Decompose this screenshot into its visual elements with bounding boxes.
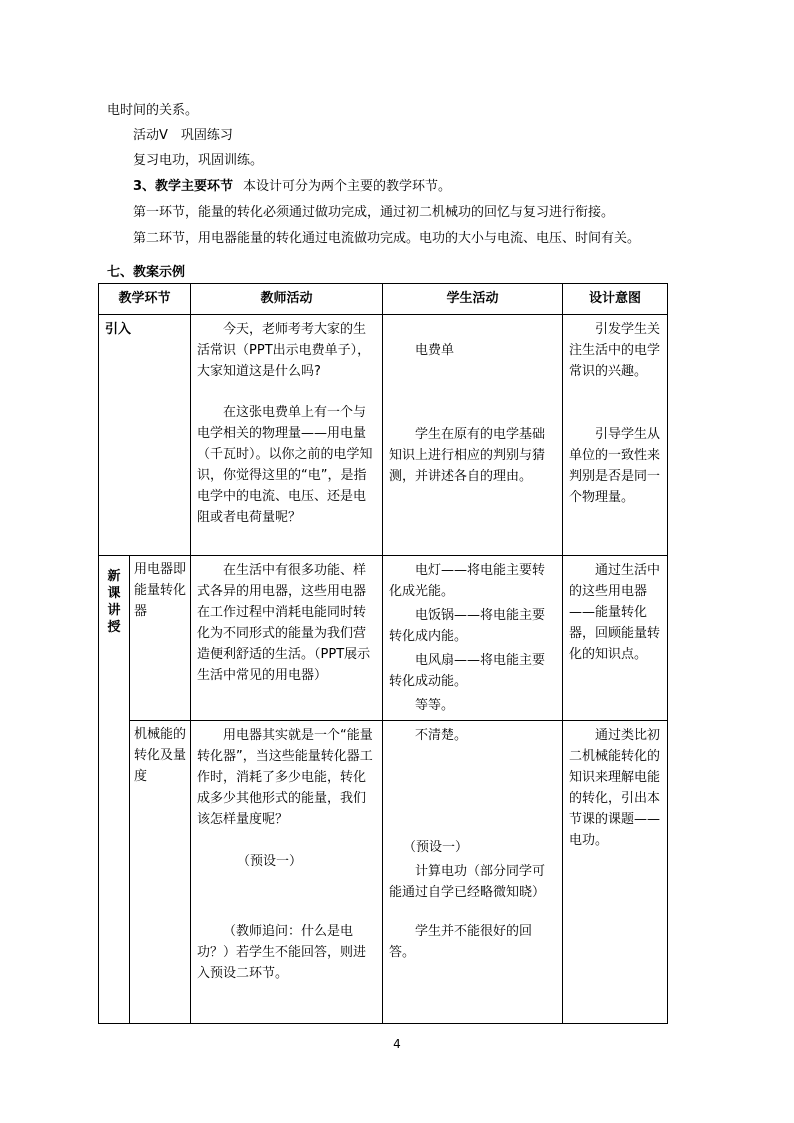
table-header-row: [99, 284, 668, 315]
intent-text: 引导学生从单位的一致性来判别是否是同一个物理量。: [569, 427, 661, 505]
intent-text: 引发学生关注生活中的电学常识的兴趣。: [569, 322, 661, 379]
teacher-text: 在生活中有很多功能、样式各异的用电器，这些用电器在工作过程中消耗电能同时转化为不同形式的能量为我们营造便利舒适的生活。（PPT展示生活中常见的用电器）: [197, 563, 371, 683]
header-intent: 设计意图: [563, 284, 668, 315]
teacher-text: （教师追问：什么是电功？）若学生不能回答，则进入预设二环节。: [197, 924, 367, 981]
substage-converter: 用电器即能量转化器: [130, 556, 191, 721]
student-text: 学生在原有的电学基础知识上进行相应的判别与猜测，并讲述各自的理由。: [389, 427, 546, 484]
student-text: 电风扇——将电能主要转化成动能。: [389, 653, 546, 689]
intro-line-3: 复习电功，巩固训练。: [133, 153, 264, 168]
page-number: 4: [393, 1037, 401, 1051]
teacher-cell-converter: [191, 556, 383, 721]
section3-line: [133, 177, 451, 197]
teacher-text: 今天，老师考考大家的生活常识（PPT出示电费单子），大家知道这是什么吗?: [197, 322, 371, 379]
section3-heading: 3、教学主要环节: [133, 179, 234, 194]
student-text: 电饭锅——将电能主要转化成内能。: [389, 608, 546, 644]
intent-cell-converter: [563, 556, 668, 721]
intent-text: 通过生活中的这些用电器——能量转化器，回顾能量转化的知识点。: [569, 563, 661, 662]
intent-cell-intro: [563, 315, 668, 556]
student-text: 等等。: [415, 698, 455, 713]
intent-text: 通过类比初二机械能转化的知识来理解电能的转化，引出本节课的课题——电功。: [569, 728, 661, 848]
intro-line-2: 活动Ⅴ 巩固练习: [133, 128, 233, 143]
intent-cell-measure: [563, 721, 668, 1024]
substage-measure: 机械能的转化及量度: [130, 721, 191, 1024]
student-text: 不清楚。: [415, 728, 468, 743]
table-row-measure: [99, 721, 668, 1024]
table-row-intro: [99, 315, 668, 556]
header-stage: 教学环节: [99, 284, 191, 315]
header-teacher: 教师活动: [191, 284, 383, 315]
group-label-new-lesson: 新课讲授: [107, 569, 121, 635]
student-text: 学生并不能很好的回答。: [389, 924, 533, 960]
student-text: 电费单: [415, 343, 455, 358]
group-label-cell: [99, 556, 130, 1024]
intro-line-1: 电时间的关系。: [107, 103, 199, 118]
section3-text: 本设计可分为两个主要的教学环节。: [243, 179, 452, 194]
student-text: 计算电功（部分同学可能通过自学已经略微知晓）: [389, 864, 546, 900]
teacher-cell-intro: [191, 315, 383, 556]
header-student: 学生活动: [383, 284, 563, 315]
section7-title: 七、教案示例: [107, 265, 186, 280]
student-cell-converter: [383, 556, 563, 721]
student-text: （预设一）: [403, 840, 469, 855]
teacher-text: 在这张电费单上有一个与电学相关的物理量——用电量（千瓦时）。以你之前的电学知识，你觉得这里的“电”，是指电学中的电流、电压、还是电阻或者电荷量呢？: [197, 405, 373, 525]
stage-intro: 引入: [99, 315, 191, 556]
student-text: 电灯——将电能主要转化成光能。: [389, 563, 546, 599]
student-cell-measure: [383, 721, 563, 1024]
paragraph-2: 第二环节，用电器能量的转化通过电流做功完成。电功的大小与电流、电压、时间有关。: [133, 231, 641, 246]
teacher-text: 用电器其实就是一个“能量转化器”，当这些能量转化器工作时，消耗了多少电能，转化成多少其他形式的能量，我们该怎样量度呢？: [197, 728, 373, 827]
teacher-cell-measure: [191, 721, 383, 1024]
student-cell-intro: [383, 315, 563, 556]
paragraph-1: 第一环节，能量的转化必须通过做功完成，通过初二机械功的回忆与复习进行衔接。: [133, 205, 615, 220]
lesson-plan-table: [98, 283, 668, 1024]
table-row-converter: [99, 556, 668, 721]
teacher-text: （预设一）: [237, 854, 303, 869]
